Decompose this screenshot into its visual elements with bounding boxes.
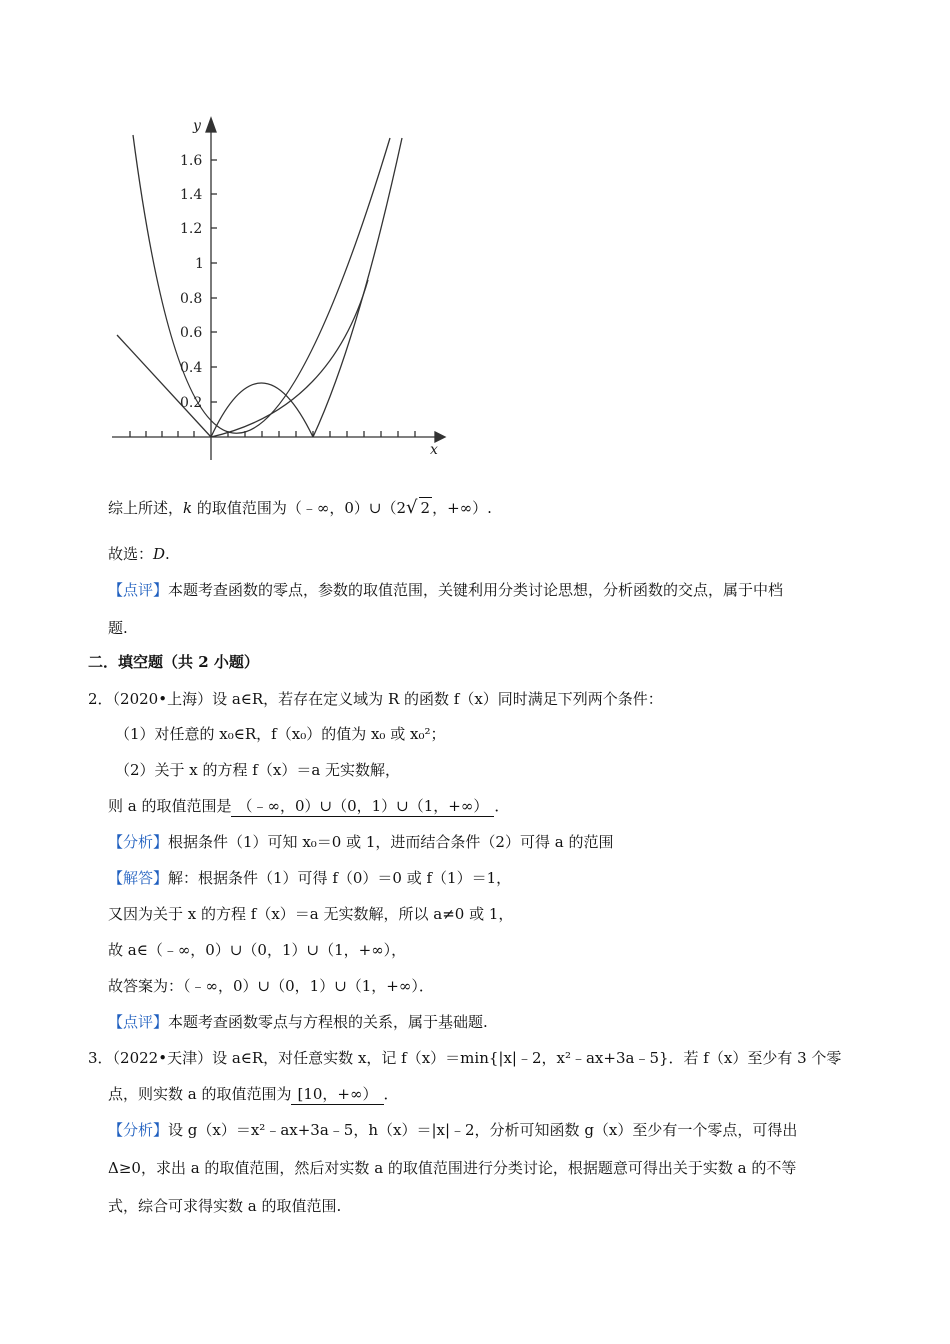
review-tag: 【点评】 [108,581,169,599]
analysis-tag: 【分析】 [108,1121,169,1139]
choice-post: . [165,545,170,563]
review-text: 本题考查函数的零点，参数的取值范围，关键利用分类讨论思想，分析函数的交点，属于中档 [168,581,784,599]
review-text: 本题考查函数零点与方程根的关系，属于基础题. [168,1013,488,1031]
q2-review [108,1012,488,1032]
q2-cond-2: （2）关于 x 的方程 f（x）＝a 无实数解， [115,761,401,779]
q2-solution-1 [108,868,511,888]
summary-mid: 的取值范围为（﹣∞，0）∪（2 [192,499,407,517]
q3-stem-text: （2022•天津）设 a∈R，对任意实数 x，记 f（x）＝min{|x|﹣2，x²﹣ax+3a﹣5}．若 f（x）至少有 3 个零 [112,1049,842,1067]
summary-line [108,497,492,518]
y-tick-label: 1.4 [180,187,203,203]
summary-sqrt: 2 [420,499,431,517]
choice-line [108,544,170,564]
q2-analysis [108,832,613,852]
left-parabola [133,135,390,433]
straight-line-curve [117,335,211,437]
section-title: 二．填空题（共 2 小题） [88,653,259,671]
q3-stem [88,1048,841,1068]
q2-ask-pre: 则 a 的取值范围是 [108,797,232,815]
choice-answer: D [153,545,166,563]
q2-number: 2． [88,690,113,708]
q2-cond-1: （1）对任意的 x₀∈R，f（x₀）的值为 x₀ 或 x₀²； [115,725,446,743]
x-ticks [130,431,415,437]
y-tick-label: 1.2 [180,221,203,237]
solution-text: 解：根据条件（1）可得 f（0）＝0 或 f（1）＝1， [168,869,512,887]
right-parabola [313,138,402,437]
q2-ask-post: ． [494,797,510,815]
y-tick-label: 0.8 [180,291,203,307]
q3-ask-post: ． [383,1085,399,1103]
summary-post: ，+∞）. [432,499,492,517]
q3-stem-2 [108,1084,399,1105]
y-axis-label: y [193,118,201,134]
y-ticks [211,160,217,402]
q2-solution-3: 故 a∈（﹣∞，0）∪（0，1）∪（1，+∞）， [108,941,407,959]
choice-pre: 故选： [108,545,154,563]
q3-analysis-2: Δ≥0，求出 a 的取值范围，然后对实数 a 的取值范围进行分类讨论，根据题意可得出关于实数 a 的不等 [108,1159,797,1177]
q2-stem-text: （2020•上海）设 a∈R，若存在定义域为 R 的函数 f（x）同时满足下列两个条件： [112,690,663,708]
q3-answer-blank: [10，+∞） [291,1084,383,1105]
hump-curve [211,383,313,437]
q3-ask-pre: 点，则实数 a 的取值范围为 [108,1085,292,1103]
x-axis-arrow [435,432,445,442]
q2-answer-blank: （﹣∞，0）∪（0，1）∪（1，+∞） [231,796,494,817]
q2-stem [88,689,663,709]
y-axis-arrow [206,118,216,132]
x-axis-label: x [430,442,438,458]
y-tick-label: 1.6 [180,153,203,169]
solution-tag: 【解答】 [108,869,169,887]
q3-analysis-3: 式，综合可求得实数 a 的取值范围. [108,1197,342,1215]
q2-solution-4: 故答案为：（﹣∞，0）∪（0，1）∪（1，+∞）． [108,977,434,995]
summary-pre: 综上所述， [108,499,184,517]
review-line-2 [108,618,128,638]
tangent-curve [211,280,368,437]
q3-analysis-1 [108,1120,797,1140]
q2-ask [108,796,509,817]
review-tag: 【点评】 [108,1013,169,1031]
function-graph [100,110,450,460]
analysis-text: 根据条件（1）可知 x₀＝0 或 1，进而结合条件（2）可得 a 的范围 [168,833,614,851]
y-tick-label: 1 [195,256,204,272]
y-tick-label: 0.4 [180,360,203,376]
q2-solution-2: 又因为关于 x 的方程 f（x）＝a 无实数解，所以 a≠0 或 1， [108,905,514,923]
review-text-cont: 题. [108,619,128,637]
y-tick-label: 0.2 [180,395,203,411]
summary-var: k [183,499,193,517]
y-tick-label: 0.6 [180,325,203,341]
review-line-1 [108,580,783,600]
analysis-text: 设 g（x）＝x²﹣ax+3a﹣5，h（x）＝|x|﹣2，分析可知函数 g（x）至少有一个零点，可得出 [168,1121,798,1139]
sqrt-icon: √ [406,497,418,518]
analysis-tag: 【分析】 [108,833,169,851]
q3-number: 3． [88,1049,113,1067]
